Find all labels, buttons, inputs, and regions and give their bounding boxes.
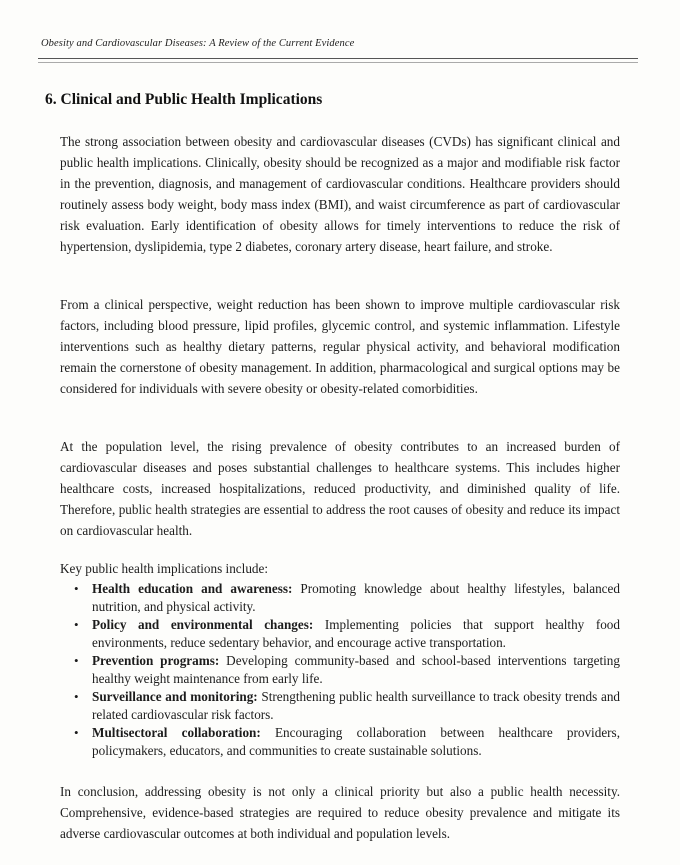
bullet-term: Health education and awareness: bbox=[92, 581, 293, 596]
bullet-text: Promoting knowledge about healthy lifestyles, balanced nutrition, and physical activity. bbox=[92, 581, 620, 614]
paragraph-conclusion: In conclusion, addressing obesity is not only a clinical priority but also a public health necessity. Comprehensive, evidence-based strategies are required to reduce obesity prevalence and mitigate its adverse cardiovascular outcomes at both individual and population levels. bbox=[60, 784, 620, 841]
running-header: Obesity and Cardiovascular Diseases: A Review of the Current Evidence bbox=[41, 38, 355, 49]
section-title: 6. Clinical and Public Health Implications bbox=[45, 91, 323, 108]
list-item bbox=[72, 616, 620, 652]
header-rule-secondary bbox=[38, 62, 638, 63]
list-item bbox=[72, 652, 620, 688]
bullet-term: Policy and environmental changes: bbox=[92, 617, 314, 632]
bullet-icon: • bbox=[74, 725, 79, 740]
header-rule bbox=[38, 58, 638, 59]
list-intro: Key public health implications include: bbox=[60, 561, 269, 576]
bullet-icon: • bbox=[74, 581, 79, 596]
list-item bbox=[72, 580, 620, 616]
bullet-term: Multisectoral collaboration: bbox=[92, 725, 261, 740]
paragraph-clinical-implications: The strong association between obesity and cardiovascular diseases (CVDs) has significant clinical and public health implications. Clinically, obesity should be recognized as a major and modifiable risk factor in the prevention, diagnosis, and management of cardiovascular conditions. Healthcare providers should routinely assess body weight, body mass index (BMI), and waist circumference as part of cardiovascular risk evaluation. Early identification of obesity allows for timely interventions to reduce the risk of hypertension, dyslipidemia, type 2 diabetes, coronary artery disease, heart failure, and stroke. bbox=[60, 134, 620, 254]
implications-list bbox=[72, 580, 620, 760]
list-item bbox=[72, 724, 620, 760]
bullet-text: Encouraging collaboration between healthcare providers, policymakers, educators, and communities to create sustainable solutions. bbox=[92, 725, 620, 758]
bullet-term: Surveillance and monitoring: bbox=[92, 689, 258, 704]
paragraph-clinical-perspective: From a clinical perspective, weight reduction has been shown to improve multiple cardiovascular risk factors, including blood pressure, lipid profiles, glycemic control, and systemic inflammation. Lifestyle interventions such as healthy dietary patterns, regular physical activity, and behavioral modification remain the cornerstone of obesity management. In addition, pharmacological and surgical options may be considered for individuals with severe obesity or obesity-related comorbidities. bbox=[60, 297, 620, 396]
bullet-text: Strengthening public health surveillance to track obesity trends and related cardiovascular risk factors. bbox=[92, 689, 621, 722]
paragraph-population-level: At the population level, the rising prevalence of obesity contributes to an increased burden of cardiovascular diseases and poses substantial challenges to healthcare systems. This includes higher healthcare costs, increased hospitalizations, reduced productivity, and diminished quality of life. Therefore, public health strategies are essential to address the root causes of obesity and reduce its impact on cardiovascular health. bbox=[60, 439, 620, 538]
bullet-text: Developing community-based and school-based interventions targeting healthy weight maintenance from early life. bbox=[92, 653, 620, 686]
bullet-icon: • bbox=[74, 617, 79, 632]
bullet-text: Implementing policies that support healthy food environments, reduce sedentary behavior, and encourage active transportation. bbox=[92, 617, 620, 650]
bullet-term: Prevention programs: bbox=[92, 653, 220, 668]
list-item bbox=[72, 688, 620, 724]
bullet-icon: • bbox=[74, 689, 79, 704]
bullet-icon: • bbox=[74, 653, 79, 668]
